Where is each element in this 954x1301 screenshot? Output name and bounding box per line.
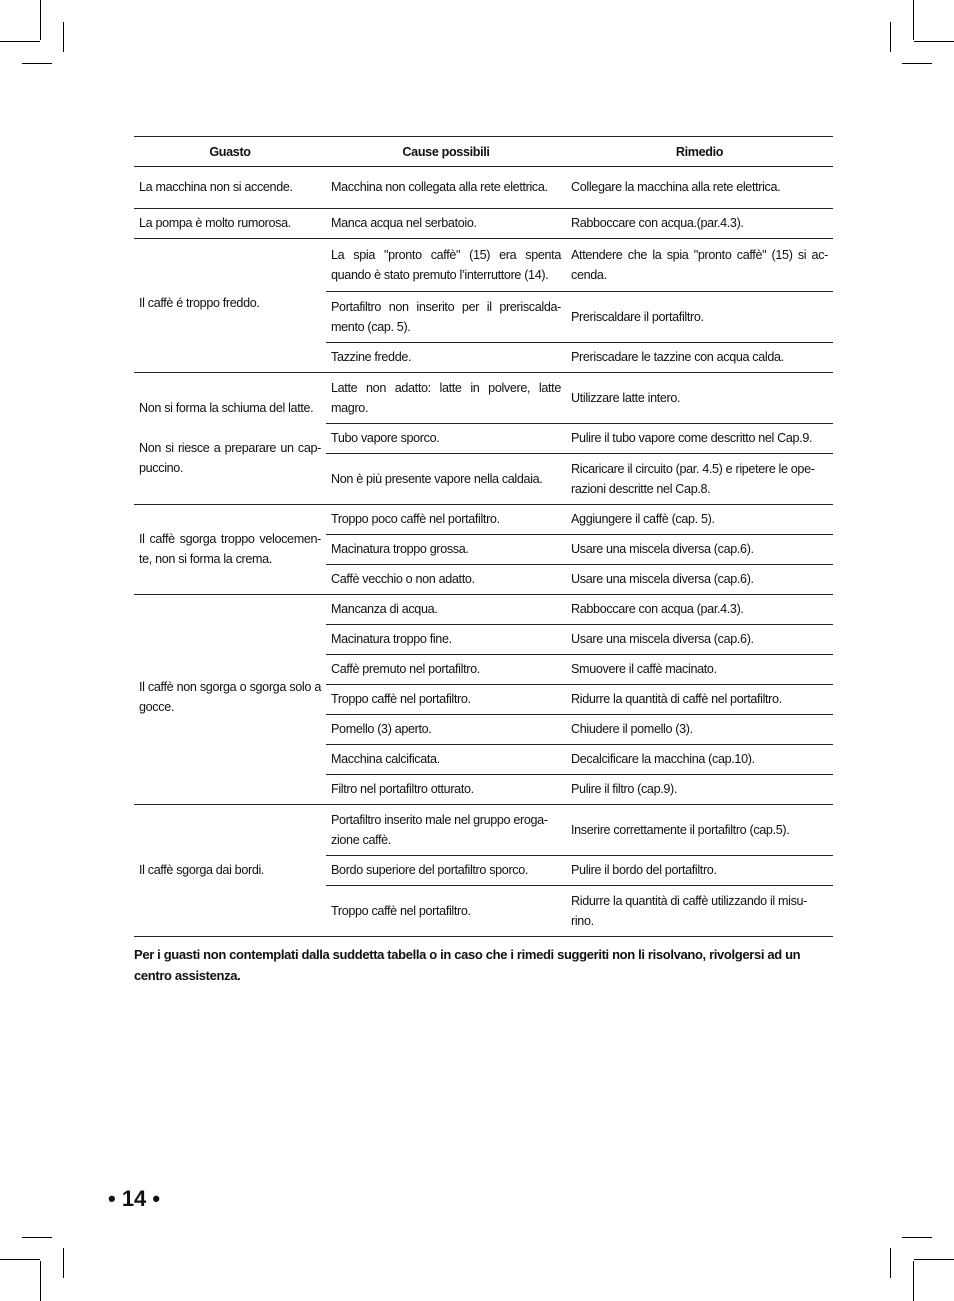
table-row xyxy=(134,372,833,423)
remedy-cell: Aggiungere il caffè (cap. 5). xyxy=(566,504,833,534)
remedy-cell: Decalcificare la macchina (cap.10). xyxy=(566,744,833,774)
fault-text: La macchina non si accende. xyxy=(139,180,293,195)
crop-mark xyxy=(0,1259,40,1260)
cause-cell: Troppo caffè nel portafiltro. xyxy=(326,684,566,714)
cause-cell: Caffè premuto nel portafiltro. xyxy=(326,654,566,684)
header-remedy: Rimedio xyxy=(566,137,833,167)
table-row xyxy=(134,594,833,624)
troubleshooting-table xyxy=(134,136,833,937)
fault-text: Il caffè sgorga dai bordi. xyxy=(139,863,265,877)
cause-cell: Troppo poco caffè nel portafiltro. xyxy=(326,504,566,534)
crop-mark xyxy=(22,63,52,64)
table-row xyxy=(134,804,833,855)
crop-mark xyxy=(914,1259,954,1260)
remedy-cell: Rabboccare con acqua (par.4.3). xyxy=(566,594,833,624)
crop-mark xyxy=(890,22,891,52)
cause-cell: Mancanza di acqua. xyxy=(326,594,566,624)
cause-cell: Portafiltro non inserito per il preriscalda-mento (cap. 5). xyxy=(326,291,566,342)
crop-mark xyxy=(63,22,64,52)
remedy-cell: Ricaricare il circuito (par. 4.5) e ripetere le ope-razioni descritte nel Cap.8. xyxy=(566,453,833,504)
cause-cell: Macchina calcificata. xyxy=(326,744,566,774)
fault-cell xyxy=(134,504,326,594)
crop-mark xyxy=(902,63,932,64)
cause-cell: Latte non adatto: latte in polvere, latte magro. xyxy=(326,372,566,423)
remedy-cell: Usare una miscela diversa (cap.6). xyxy=(566,624,833,654)
cause-cell: Manca acqua nel serbatoio. xyxy=(326,208,566,238)
page-number: • 14 • xyxy=(108,1186,161,1211)
cause-cell: Macinatura troppo grossa. xyxy=(326,534,566,564)
cause-cell: Portafiltro inserito male nel gruppo eroga-zione caffè. xyxy=(326,804,566,855)
cause-cell: Tubo vapore sporco. xyxy=(326,423,566,453)
cause-cell: Filtro nel portafiltro otturato. xyxy=(326,774,566,804)
crop-mark xyxy=(0,41,40,42)
crop-mark xyxy=(890,1248,891,1278)
header-fault: Guasto xyxy=(134,137,326,167)
remedy-cell: Preriscaldare il portafiltro. xyxy=(566,291,833,342)
remedy-cell: Pulire il bordo del portafiltro. xyxy=(566,855,833,885)
fault-text: Il caffè é troppo freddo. xyxy=(139,296,260,310)
fault-text-extra: Non si riesce a preparare un cap-puccino. xyxy=(139,441,321,475)
fault-text: Il caffè sgorga troppo velocemen-te, non si forma la crema. xyxy=(139,532,321,566)
fault-cell xyxy=(134,372,326,504)
cause-cell: Non è più presente vapore nella caldaia. xyxy=(326,453,566,504)
remedy-cell: Pulire il tubo vapore come descritto nel Cap.9. xyxy=(566,423,833,453)
table-row xyxy=(134,208,833,238)
crop-mark xyxy=(913,0,914,40)
cause-cell: Caffè vecchio o non adatto. xyxy=(326,564,566,594)
table-row xyxy=(134,238,833,291)
crop-mark xyxy=(40,0,41,40)
fault-text: Il caffè non sgorga o sgorga solo a gocce. xyxy=(139,680,321,714)
table-header-row xyxy=(134,137,833,167)
fault-text: Non si forma la schiuma del latte. xyxy=(139,401,314,415)
remedy-cell: Attendere che la spia "pronto caffè" (15) si ac-cenda. xyxy=(566,238,833,291)
table-body xyxy=(134,167,833,936)
cause-cell: Tazzine fredde. xyxy=(326,342,566,372)
cause-cell: La spia "pronto caffè" (15) era spenta quando è stato premuto l’interruttore (14). xyxy=(326,238,566,291)
remedy-cell: Ridurre la quantità di caffè utilizzando il misu-rino. xyxy=(566,885,833,936)
remedy-cell: Utilizzare latte intero. xyxy=(566,372,833,423)
table-row xyxy=(134,504,833,534)
crop-mark xyxy=(902,1237,932,1238)
assistance-note: Per i guasti non contemplati dalla suddetta tabella o in caso che i rimedi suggeriti non li risolvano, rivolgersi ad un centro assistenza. xyxy=(134,947,801,983)
crop-mark xyxy=(913,1261,914,1301)
fault-cell xyxy=(134,167,326,208)
cause-cell: Pomello (3) aperto. xyxy=(326,714,566,744)
table-row xyxy=(134,167,833,208)
cause-cell: Macchina non collegata alla rete elettrica. xyxy=(326,167,566,208)
fault-cell xyxy=(134,804,326,936)
remedy-cell: Collegare la macchina alla rete elettrica. xyxy=(566,167,833,208)
fault-cell xyxy=(134,208,326,238)
remedy-cell: Inserire correttamente il portafiltro (cap.5). xyxy=(566,804,833,855)
remedy-cell: Ridurre la quantità di caffè nel portafiltro. xyxy=(566,684,833,714)
crop-mark xyxy=(22,1237,52,1238)
remedy-cell: Smuovere il caffè macinato. xyxy=(566,654,833,684)
cause-cell: Troppo caffè nel portafiltro. xyxy=(326,885,566,936)
crop-mark xyxy=(63,1248,64,1278)
crop-mark xyxy=(40,1261,41,1301)
cause-cell: Macinatura troppo fine. xyxy=(326,624,566,654)
crop-mark xyxy=(914,41,954,42)
remedy-cell: Usare una miscela diversa (cap.6). xyxy=(566,534,833,564)
fault-cell xyxy=(134,594,326,804)
remedy-cell: Pulire il filtro (cap.9). xyxy=(566,774,833,804)
remedy-cell: Usare una miscela diversa (cap.6). xyxy=(566,564,833,594)
header-causes: Cause possibili xyxy=(326,137,566,167)
fault-text: La pompa è molto rumorosa. xyxy=(139,216,291,230)
cause-cell: Bordo superiore del portafiltro sporco. xyxy=(326,855,566,885)
remedy-cell: Preriscadare le tazzine con acqua calda. xyxy=(566,342,833,372)
remedy-cell: Rabboccare con acqua.(par.4.3). xyxy=(566,208,833,238)
fault-cell xyxy=(134,238,326,372)
remedy-cell: Chiudere il pomello (3). xyxy=(566,714,833,744)
